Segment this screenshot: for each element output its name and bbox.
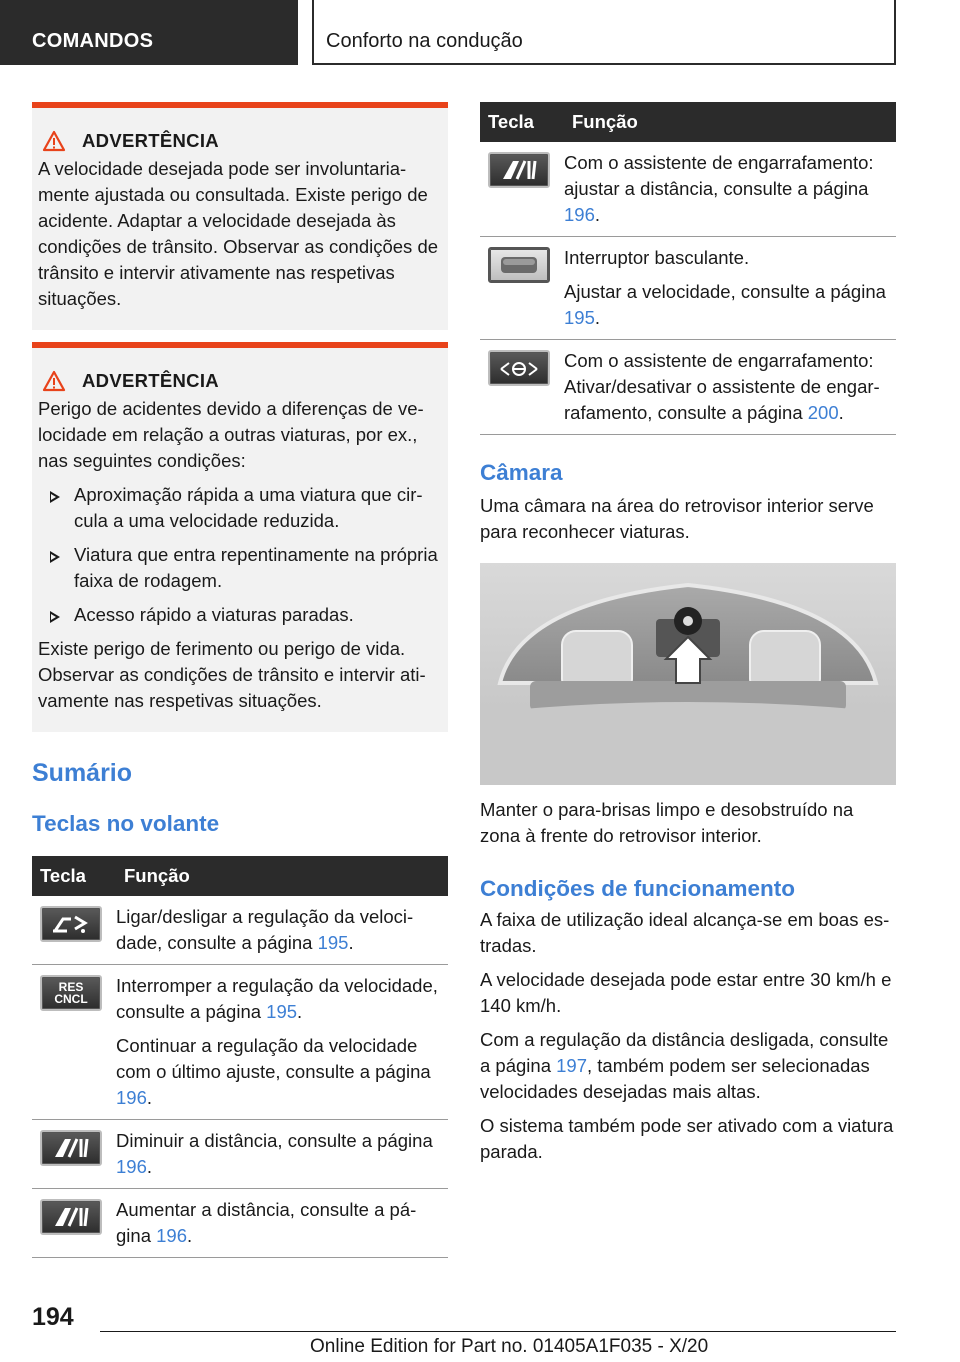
table-header-row (480, 102, 896, 142)
steering-keys-table (32, 856, 448, 1258)
cruise-control-icon (40, 906, 102, 942)
section-title-camera: Câmara (480, 460, 563, 485)
column-header-function: Função (116, 856, 448, 896)
section-title-conditions: Condições de funcionamento (480, 876, 796, 901)
distance-decrease-icon (40, 1130, 102, 1166)
list-item: Acesso rápido a viaturas paradas. (38, 602, 440, 628)
list-item: Viatura que entra repentinamente na própria faixa de rodagem. (38, 542, 440, 594)
warning-outro: Existe perigo de ferimento ou perigo de vida. Observar as condições de trânsito e intervir ativamente nas respetivas situações. (38, 638, 426, 711)
conditions-p1: A faixa de utilização ideal alcança-se em boas estradas. (480, 909, 890, 956)
page-number: 194 (32, 1303, 74, 1331)
warning-text: A velocidade desejada pode ser involuntariamente ajustada ou consultada. Existe perigo de acidente. Adaptar a velocidade desejada às condições de trânsito. Observar as condições de trânsito e intervir ativamente nas respetivas situações. (38, 158, 439, 309)
warning-title: ADVERTÊNCIA (82, 130, 219, 151)
table-row: Interruptor basculante. Ajustar a velocidade, consulte a página 195. (480, 237, 896, 340)
page-link[interactable]: 196 (156, 1225, 187, 1246)
footer-edition: Online Edition for Part no. 01405A1F035 - X/20 (310, 1336, 709, 1357)
traffic-jam-assistant-icon (488, 350, 550, 386)
warning-title: ADVERTÊNCIA (82, 370, 219, 391)
rocker-switch-icon (488, 247, 550, 283)
conditions-p4: O sistema também pode ser ativado com a viatura parada. (480, 1115, 894, 1162)
page-link[interactable]: 196 (116, 1156, 147, 1177)
traffic-jam-distance-icon (488, 152, 550, 188)
right-column (480, 102, 896, 1165)
page-link[interactable]: 196 (564, 204, 595, 225)
column-header-key: Tecla (32, 856, 116, 896)
section-title-summary: Sumário (32, 759, 133, 787)
table-header-row (32, 856, 448, 896)
warning-triangle-icon (42, 130, 66, 152)
warning-bullet-list (38, 482, 440, 628)
table-row: Com o assistente de engarrafamento: ajustar a distância, consulte a página 196. (480, 142, 896, 237)
section-subtitle-keys: Teclas no volante (32, 811, 220, 836)
page-link[interactable]: 197 (556, 1055, 587, 1076)
warning-intro: Perigo de acidentes devido a diferenças de velocidade em relação a outras viaturas, por ex., nas seguintes condições: (38, 398, 424, 471)
camera-location-image (480, 563, 896, 785)
warning-box-2 (32, 342, 448, 732)
header-chapter-label: Conforto na condução (326, 30, 523, 52)
page-link[interactable]: 195 (266, 1001, 298, 1022)
warning-triangle-icon (42, 370, 66, 392)
page-link[interactable]: 195 (564, 307, 595, 328)
header-section (0, 0, 298, 65)
warning-box-1 (32, 102, 448, 330)
footer-divider (100, 1331, 896, 1332)
header-section-label: COMANDOS (32, 30, 154, 52)
page-link[interactable]: 196 (116, 1087, 147, 1108)
table-row: RES CNCL Interromper a regulação da velocidade, consulte a página 195. Continuar a regulação da velocidade com o último ajuste, consulte a página 196. (32, 965, 448, 1120)
camera-caption: Manter o para-brisas limpo e desobstruído na zona à frente do retrovisor interior. (480, 799, 854, 846)
conditions-p3: Com a regulação da distância desligada, consulte a página 197, também podem ser selecionadas velocidades desejadas mais altas. (480, 1029, 889, 1102)
table-row: Diminuir a distância, consulte a página 196. (32, 1120, 448, 1189)
left-column (32, 102, 448, 1258)
page-link[interactable]: 195 (317, 932, 349, 953)
page-link[interactable]: 200 (807, 402, 839, 423)
table-row: Aumentar a distância, consulte a página 196. (32, 1189, 448, 1258)
traffic-jam-keys-table (480, 102, 896, 435)
list-item: Aproximação rápida a uma viatura que circula a uma velocidade reduzida. (38, 482, 440, 534)
camera-text: Uma câmara na área do retrovisor interior serve para reconhecer viaturas. (480, 495, 874, 542)
distance-increase-icon (40, 1199, 102, 1235)
column-header-key: Tecla (480, 102, 564, 142)
table-row: Ligar/desligar a regulação da velocidade, consulte a página 195. (32, 896, 448, 965)
column-header-function: Função (564, 102, 896, 142)
table-row: Com o assistente de engarrafamento: Ativar/desativar o assistente de engarrafamento, consulte a página 200. (480, 340, 896, 435)
conditions-p2: A velocidade desejada pode estar entre 30 km/h e 140 km/h. (480, 969, 892, 1016)
res-cncl-icon: RES CNCL (40, 975, 102, 1011)
header-chapter (312, 0, 896, 65)
